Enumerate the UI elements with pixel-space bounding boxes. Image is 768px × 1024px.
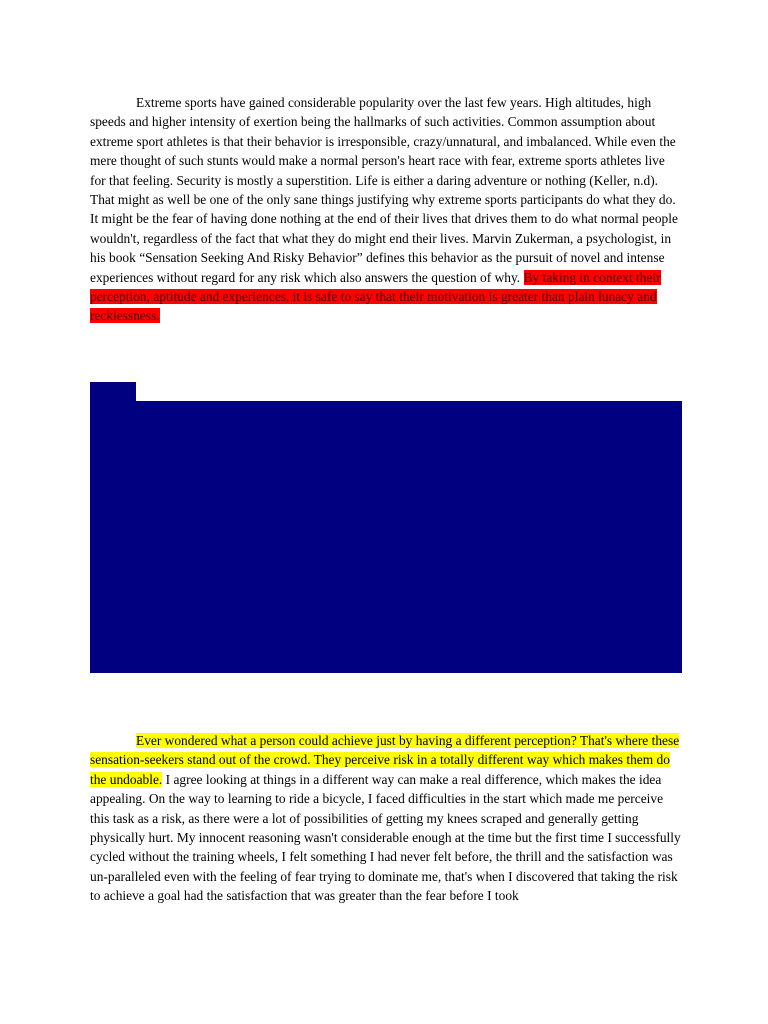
paragraph-intro [90,93,682,326]
blue-highlight-block [90,401,682,673]
paragraph-intro-text: Extreme sports have gained considerable popularity over the last few years. High altitudes, high speeds and higher intensity of exertion being the hallmarks of such activities. Common assumption about extreme sport athletes is that their behavior is irresponsible, crazy/unnatural, and imbalanced. While even the mere thought of such stunts would make a normal person's heart race with fear, extreme sports athletes live for that feeling. Security is mostly a superstition. Life is either a daring adventure or nothing (Keller, n.d). That might as well be one of the only sane things justifying why extreme sports participants do what they do. It might be the fear of having done nothing at the end of their lives that drives them to do what normal people wouldn't, regardless of the fact that what they do might end their lives. Marvin Zukerman, a psychologist, in his book “Sensation Seeking And Risky Behavior” defines this behavior as the pursuit of novel and intense experiences without regard for any risk which also answers the question of why. [90,95,678,285]
yellow-highlight-text: Ever wondered what a person could achieve just by having a different perception? That's where these sensation-seekers stand out of the crowd. They perceive risk in a totally different way which makes them do the undoable. [90,733,680,787]
paragraph-perception [90,731,682,906]
red-highlight-text: By taking in context their perception, aptitude and experiences, it is safe to say that their motivation is greater than plain lunacy and recklessness. [90,269,661,324]
paragraph-perception-text: I agree looking at things in a different way can make a real difference, which makes the idea appealing. On the way to learning to ride a bicycle, I faced difficulties in the start which made me perceive this task as a risk, as there were a lot of possibilities of getting my knees scraped and generally getting physically hurt. My innocent reasoning wasn't considerable enough at the time but the first time I successfully cycled without the training wheels, I felt something I had never felt before, the thrill and the satisfaction was un-paralleled even with the feeling of fear trying to dominate me, that's when I discovered that taking the risk to achieve a goal had the satisfaction that was greater than the fear before I took [90,771,681,904]
paragraph-blue-highlight [90,382,682,673]
indent [90,382,136,401]
